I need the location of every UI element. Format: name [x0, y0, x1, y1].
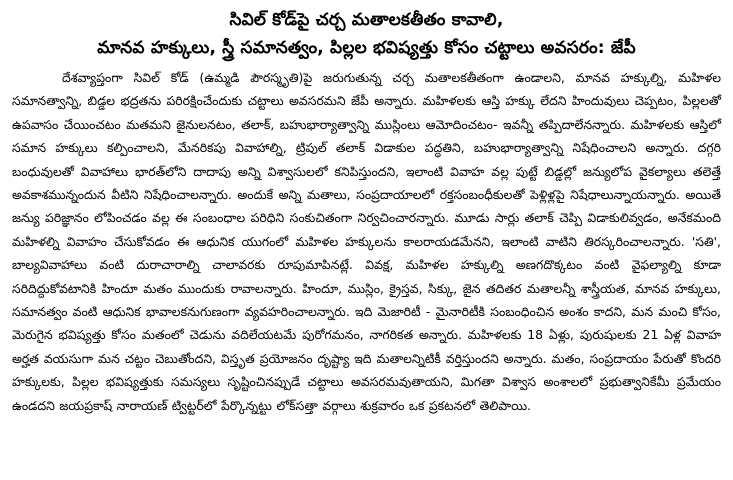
headline	[12, 6, 721, 62]
headline-line-1: సివిల్ కోడ్‌పై చర్చ మతాలకతీతం కావాలి,	[229, 10, 504, 30]
article-body: దేశవ్యాప్తంగా సివిల్ కోడ్ (ఉమ్మడి పౌరస్మృతి)పై జరుగుతున్న చర్చ మతాలకతీతంగా ఉండాలని, మానవ హక్కుల్ని, మహిళల సమానత్వాన్ని, బిడ్డల భద్రతను పరిరక్షించేందుకు చట్టాలు అవసరమని జేపీ అన్నారు. మహిళలకు ఆస్తి హక్కు లేదని హిందువులు చెప్పటం, పిల్లలతో ఉపవాసం చేయించటం మతమని జైనులనటం, తలాక్, బహుభార్యాత్వాన్ని ముస్లింలు ఆమోదించటం- ఇవన్నీ తప్పిదాలేనన్నారు. మహిళలకు ఆస్తిలో సమాన హక్కులు కల్పించాలని, మేనరికపు వివాహాల్ని, ట్రిపుల్ తలాక్ విడాకుల పద్ధతిని, బహుభార్యాత్వాన్ని నిషేధించాలని అన్నారు. దగ్గరి బంధువులతో వివాహాలు భారత్‌లోని దాదాపు అన్ని విశ్వాసులలో కనిపిస్తుందని, ఇలాంటి వివాహ వల్ల పుట్టే బిడ్డల్లో జన్యులోప వైకల్యాలు తలెత్తే అవకాశమున్నందున వీటిని నిషేధించాలన్నారు. అందుకే అన్ని మతాలు, సంప్రదాయాలలో రక్తసంబంధీకులతో పెళ్లిళ్లపై నిషేధాలున్నాయన్నారు. అయితే జన్యు పరిజ్ఞానం లోపించడం వల్ల ఈ సంబంధాల పరిధిని సంకుచితంగా నిర్వచించారన్నారు. మూడు సార్లు తలాక్ చెప్పి విడాకులివ్వడం, అనేకమంది మహిళల్ని వివాహం చేసుకోవడం ఈ ఆధునిక యుగంలో మహిళల హక్కులను కాలరాయడమేనని, ఇలాంటి వాటిని తిరస్కరించాలన్నారు. 'సతి', బాల్యవివాహాలు వంటి దురాచారాల్ని చాలావరకు రూపుమాపినట్లే. వివక్ష, మహిళల హక్కుల్ని అణగదొక్కటం వంటి వైఫల్యాల్ని కూడా సరిదిద్దుకోవటానికి హిందూ మతం ముందుకు రావాలన్నారు. హిందూ, ముస్లిం, క్రైస్తవ, సిక్కు, జైన తదితర మతాలన్నీ శాస్త్రీయత, మానవ హక్కులు, సమానత్వం వంటి ఆధునిక భావాలకనుగుణంగా వ్యవహరించాలన్నారు. ఇది మెజారిటీ - మైనారిటీకి సంబంధించిన అంశం కాదని, మన మంచి కోసం, మెరుగైన భవిష్యత్తు కోసం మతంలో చెడును వదిలేయటమే పురోగమనం, నాగరికత అన్నారు. మహిళలకు 18 ఏళ్లు, పురుషులకు 21 ఏళ్ల వివాహ అర్హత వయసుగా మన చట్టం చెబుతోందని, విస్తృత ప్రయోజనం దృష్ట్యా ఇది మతాలన్నిటికీ వర్తిస్తుందని అన్నారు. మతం, సంప్రదాయం పేరుతో కొందరి హక్కులకు, పిల్లల భవిష్యత్తుకు సమస్యలు సృష్టించినప్పుడే చట్టాలు అవసరమవుతాయని, మిగతా విశ్వాస అంశాలలో ప్రభుత్వానికేమీ ప్రమేయం ఉండదని జయప్రకాష్ నారాయణ్ ట్విట్టర్‌లో పేర్కొన్నట్టు లోక్‌సత్తా వర్గాలు శుక్రవారం ఒక ప్రకటనలో తెలిపాయి.	[12, 70, 721, 413]
headline-line-2: మానవ హక్కులు, స్త్రీ సమానత్వం, పిల్లల భవిష్యత్తు కోసం చట్టాలు అవసరం: జేపీ	[97, 38, 636, 58]
